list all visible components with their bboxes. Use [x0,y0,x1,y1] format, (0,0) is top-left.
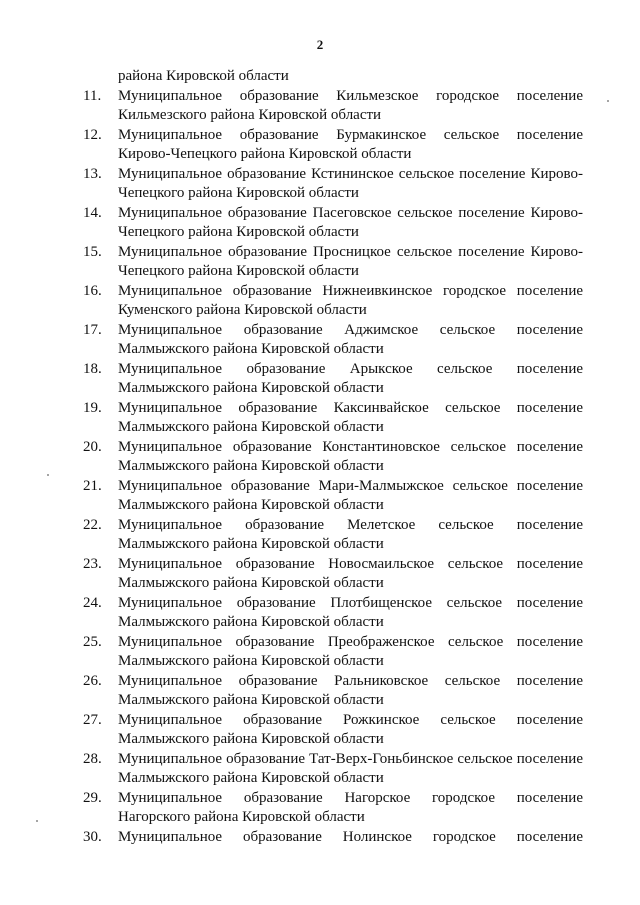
item-text: Муниципальное образование Кильмезское городское поселение Кильмезского района Кировской области [118,88,583,123]
list-item [83,711,583,750]
item-number: 30. [83,829,102,845]
list-item [83,360,583,399]
list-item [83,165,583,204]
item-text: Муниципальное образование Рожкинское сельское поселение Малмыжского района Кировской области [118,712,583,747]
item-text: Муниципальное образование Арыкское сельское поселение Малмыжского района Кировской области [118,361,583,396]
list-item [83,633,583,672]
list-item [83,87,583,126]
list-item [83,399,583,438]
item-number: 14. [83,205,102,221]
item-number: 22. [83,517,102,533]
item-text: Муниципальное образование Мари-Малмыжское сельское поселение Малмыжского района Кировской области [118,478,583,513]
list-item [83,126,583,165]
list-item [83,282,583,321]
item-number: 28. [83,751,102,767]
list-item [83,672,583,711]
list-item [83,750,583,789]
item-text: Муниципальное образование Аджимское сельское поселение Малмыжского района Кировской области [118,322,583,357]
item-text: Муниципальное образование Бурмакинское сельское поселение Кирово-Чепецкого района Кировской области [118,127,583,162]
list-item [83,204,583,243]
list-item [83,828,583,867]
item-text: Муниципальное образование Нижнеивкинское городское поселение Куменского района Кировской области [118,283,583,318]
list-item [83,438,583,477]
item-number: 24. [83,595,102,611]
list-item [83,594,583,633]
list-item [83,789,583,828]
scan-speck [607,100,609,102]
item-number: 12. [83,127,102,143]
item-number: 18. [83,361,102,377]
item-number: 17. [83,322,102,338]
scan-speck [47,474,49,476]
item-number: 21. [83,478,102,494]
municipality-list [83,87,583,867]
item-number: 26. [83,673,102,689]
item-number: 13. [83,166,102,182]
item-number: 15. [83,244,102,260]
item-text: Муниципальное образование Ральниковское сельское поселение Малмыжского района Кировской области [118,673,583,708]
item-number: 27. [83,712,102,728]
list-item [83,477,583,516]
item-text: Муниципальное образование Новосмаильское сельское поселение Малмыжского района Кировской области [118,556,583,591]
list-item [83,555,583,594]
list-item [83,516,583,555]
item-text: Муниципальное образование Тат-Верх-Гоньбинское сельское поселение Малмыжского района Кировской области [118,751,583,786]
item-text: Муниципальное образование Преображенское сельское поселение Малмыжского района Кировской области [118,634,583,669]
item-text: Муниципальное образование Нагорское городское поселение Нагорского района Кировской области [118,790,583,825]
list-item [83,243,583,282]
item-text: Муниципальное образование Константиновское сельское поселение Малмыжского района Кировской области [118,439,583,474]
item-text: Муниципальное образование Кстининское сельское поселение Кирово-Чепецкого района Кировской области [118,166,583,201]
item-number: 29. [83,790,102,806]
item-number: 19. [83,400,102,416]
item-number: 23. [83,556,102,572]
page-number: 2 [316,37,324,52]
item-number: 11. [83,88,102,104]
list-item [83,321,583,360]
item-text: Муниципальное образование Каксинвайское сельское поселение Малмыжского района Кировской области [118,400,583,435]
item-text: Муниципальное образование Пасеговское сельское поселение Кирово-Чепецкого района Кировской области [118,205,583,240]
scan-speck [36,820,38,822]
continuation-line: района Кировской области [118,68,289,84]
item-text: Муниципальное образование Плотбищенское сельское поселение Малмыжского района Кировской области [118,595,583,630]
item-text: Муниципальное образование Нолинское городское поселение [118,829,583,845]
item-number: 16. [83,283,102,299]
item-text: Муниципальное образование Просницкое сельское поселение Кирово-Чепецкого района Кировской области [118,244,583,279]
item-number: 20. [83,439,102,455]
item-text: Муниципальное образование Мелетское сельское поселение Малмыжского района Кировской области [118,517,583,552]
item-number: 25. [83,634,102,650]
